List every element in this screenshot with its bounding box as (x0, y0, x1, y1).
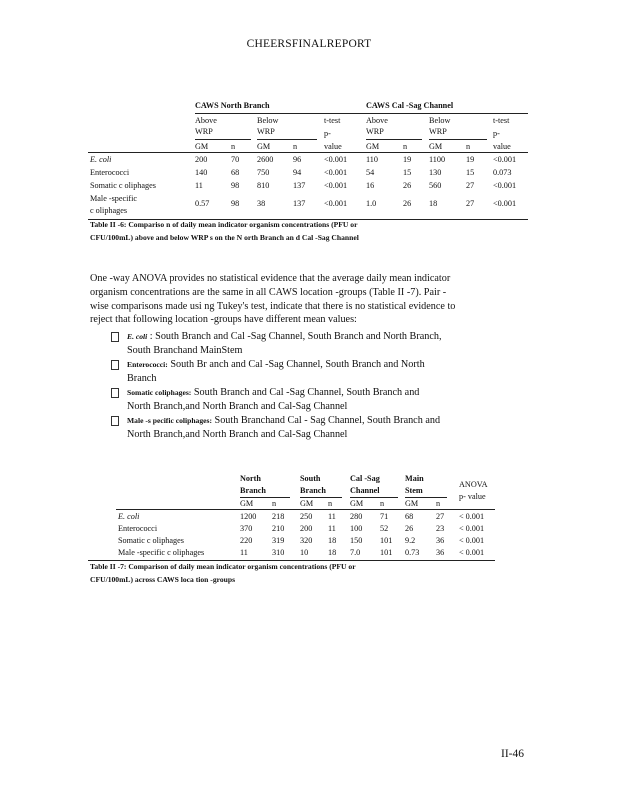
table-cell: 218 (272, 512, 285, 521)
row-label: Somatic c oliphages (90, 181, 156, 190)
table-cell: 1.0 (366, 199, 377, 208)
table-cell: 94 (293, 168, 302, 177)
table-cell: <0.001 (324, 155, 348, 164)
table-cell: 140 (195, 168, 208, 177)
n-label-3: n (380, 499, 385, 508)
table-6-caption-2: CFU/100mL) above and below WRP s on the N orth Branch an d Cal -Sag Channel (90, 233, 359, 242)
below-label: Below (257, 116, 279, 125)
wrp-label-4: WRP (429, 127, 447, 136)
table-cell: 319 (272, 536, 285, 545)
col-header-calsag-2: Channel (350, 486, 380, 495)
n-label-4: n (466, 142, 471, 151)
table-cell: 2600 (257, 155, 274, 164)
table-cell: 18 (328, 548, 337, 557)
table-cell: 10 (300, 548, 309, 557)
col-header-north-2: Branch (240, 486, 266, 495)
bullet-lead: Male -s pecific coliphages: (127, 416, 212, 425)
table-cell: 23 (436, 524, 445, 533)
group-header-calsag: CAWS Cal -Sag Channel (366, 101, 454, 110)
table-cell: 19 (466, 155, 475, 164)
table-cell: 19 (403, 155, 412, 164)
col-header-south-2: Branch (300, 486, 326, 495)
table-cell: 26 (405, 524, 414, 533)
paragraph-line: organism concentrations are the same in all CAWS location -groups (Table II -7). Pair - (90, 286, 447, 298)
table-cell: 18 (328, 536, 337, 545)
table-cell: 1100 (429, 155, 446, 164)
gm-label: GM (195, 142, 209, 151)
table-cell: 96 (293, 155, 302, 164)
p-label-2: p- (493, 129, 500, 138)
table-cell: 27 (436, 512, 445, 521)
table-cell: 150 (350, 536, 363, 545)
table-cell: 11 (328, 524, 336, 533)
page-number: II-46 (501, 748, 524, 760)
table-cell: 200 (195, 155, 208, 164)
gm-label-2: GM (257, 142, 271, 151)
table-cell: < 0.001 (459, 512, 485, 521)
col-header-main-2: Stem (405, 486, 423, 495)
table-cell: 68 (405, 512, 414, 521)
table-cell: 52 (380, 524, 389, 533)
bullet-text: South Br anch and Cal -Sag Channel, South Branch and North (167, 359, 425, 370)
table-cell: 7.0 (350, 548, 361, 557)
table-cell: 15 (403, 168, 412, 177)
table-cell: 11 (240, 548, 248, 557)
row-label: E. coli (118, 512, 140, 521)
table-cell: 220 (240, 536, 253, 545)
table-cell: 16 (366, 181, 375, 190)
wrp-label-3: WRP (366, 127, 384, 136)
table-cell: 250 (300, 512, 313, 521)
ttest-label-2: t-test (493, 116, 510, 125)
table-cell: 27 (466, 181, 475, 190)
table-cell: 11 (195, 181, 203, 190)
table-cell: 68 (231, 168, 240, 177)
row-label: Male -specific (90, 194, 138, 203)
col-header-north: North (240, 474, 261, 483)
gm-label-4: GM (429, 142, 443, 151)
above-label: Above (195, 116, 217, 125)
n-label: n (231, 142, 236, 151)
anova-pvalue-label: p- value (459, 492, 486, 501)
paragraph-line: One -way ANOVA provides no statistical evidence that the average daily mean indicator (90, 273, 451, 284)
gm-label: GM (240, 499, 254, 508)
bullet-text: : South Branch and Cal -Sag Channel, South Branch and North Branch, (147, 331, 442, 342)
bullet-text-2: North Branch,and North Branch and Cal-Sag Channel (127, 428, 348, 440)
table-cell: 11 (328, 512, 336, 521)
table-cell: 560 (429, 181, 442, 190)
table-cell: < 0.001 (459, 524, 485, 533)
table-cell: 27 (466, 199, 475, 208)
above-label-2: Above (366, 116, 388, 125)
wrp-label: WRP (195, 127, 213, 136)
table-cell: 137 (293, 181, 306, 190)
table-cell: 0.73 (405, 548, 420, 557)
col-header-south: South (300, 474, 321, 483)
n-label-3: n (403, 142, 408, 151)
table-cell: 26 (403, 199, 412, 208)
table-cell: < 0.001 (459, 536, 485, 545)
gm-label-2: GM (300, 499, 314, 508)
gm-label-3: GM (350, 499, 364, 508)
table-cell: 26 (403, 181, 412, 190)
table-cell: 310 (272, 548, 285, 557)
table-cell: 101 (380, 536, 393, 545)
below-label-2: Below (429, 116, 451, 125)
table-6-caption: Table II -6: Compariso n of daily mean indicator organism concentrations (PFU or (90, 220, 358, 229)
table-cell: <0.001 (324, 181, 348, 190)
value-label: value (324, 142, 342, 151)
table-cell: 280 (350, 512, 363, 521)
bullet-text: South Branchand Cal - Sag Channel, South Branch and (212, 415, 441, 426)
p-label: p- (324, 129, 331, 138)
row-label: Somatic c oliphages (118, 536, 184, 545)
row-label-cont: c oliphages (90, 206, 128, 215)
table-cell: <0.001 (493, 181, 517, 190)
table-cell: 810 (257, 181, 270, 190)
bullet-lead: Enterococci: (127, 360, 168, 369)
col-header-main: Main (405, 474, 424, 483)
table-cell: 750 (257, 168, 270, 177)
table-cell: 70 (231, 155, 240, 164)
table-cell: 9.2 (405, 536, 416, 545)
table-cell: 18 (429, 199, 438, 208)
row-label: Enterococci (118, 524, 158, 533)
table-cell: 320 (300, 536, 313, 545)
table-cell: 98 (231, 181, 240, 190)
bullet-text-2: Branch (127, 372, 157, 384)
wrp-label-2: WRP (257, 127, 275, 136)
anova-label: ANOVA (459, 480, 488, 489)
n-label-2: n (328, 499, 333, 508)
row-label: Enterococci (90, 168, 130, 177)
bullet-text-2: North Branch,and North Branch and Cal-Sag Channel (127, 400, 348, 412)
table-cell: 0.57 (195, 199, 210, 208)
ttest-label: t-test (324, 116, 341, 125)
bullet-lead: E. coli (127, 332, 148, 341)
gm-label-3: GM (366, 142, 380, 151)
table-cell: 1200 (240, 512, 257, 521)
table-7-caption-2: CFU/100mL) across CAWS loca tion -groups (90, 575, 236, 584)
table-cell: <0.001 (493, 155, 517, 164)
paragraph-line: wise comparisons made usi ng Tukey's test, indicate that there is no statistical evidence to (90, 300, 456, 312)
n-label-4: n (436, 499, 441, 508)
table-cell: 210 (272, 524, 285, 533)
table-cell: <0.001 (324, 168, 348, 177)
table-cell: 71 (380, 512, 389, 521)
n-label: n (272, 499, 277, 508)
table-cell: 110 (366, 155, 378, 164)
table-cell: 370 (240, 524, 253, 533)
group-header-north: CAWS North Branch (195, 101, 270, 110)
table-cell: <0.001 (493, 199, 517, 208)
paragraph-line: reject that following location -groups have different mean values: (90, 314, 357, 326)
table-7-caption: Table II -7: Comparison of daily mean indicator organism concentrations (PFU or (90, 562, 356, 571)
bullet-text-2: South Branchand MainStem (127, 344, 243, 356)
table-cell: 54 (366, 168, 375, 177)
n-label-2: n (293, 142, 298, 151)
table-cell: 100 (350, 524, 363, 533)
table-cell: 101 (380, 548, 393, 557)
table-cell: 0.073 (493, 168, 512, 177)
table-cell: 36 (436, 548, 445, 557)
table-cell: 137 (293, 199, 306, 208)
value-label-2: value (493, 142, 511, 151)
table-cell: 200 (300, 524, 313, 533)
report-header: CHEERSFINALREPORT (246, 38, 372, 50)
table-cell: 38 (257, 199, 266, 208)
table-cell: 36 (436, 536, 445, 545)
table-cell: 98 (231, 199, 240, 208)
bullet-text: South Branch and Cal -Sag Channel, South Branch and (191, 387, 420, 398)
gm-label-4: GM (405, 499, 419, 508)
table-cell: 130 (429, 168, 442, 177)
table-cell: < 0.001 (459, 548, 485, 557)
row-label: Male -specific c oliphages (118, 548, 205, 557)
bullet-lead: Somatic coliphages: (127, 388, 192, 397)
row-label: E. coli (90, 155, 112, 164)
table-cell: <0.001 (324, 199, 348, 208)
table-cell: 15 (466, 168, 475, 177)
col-header-calsag: Cal -Sag (350, 474, 380, 483)
